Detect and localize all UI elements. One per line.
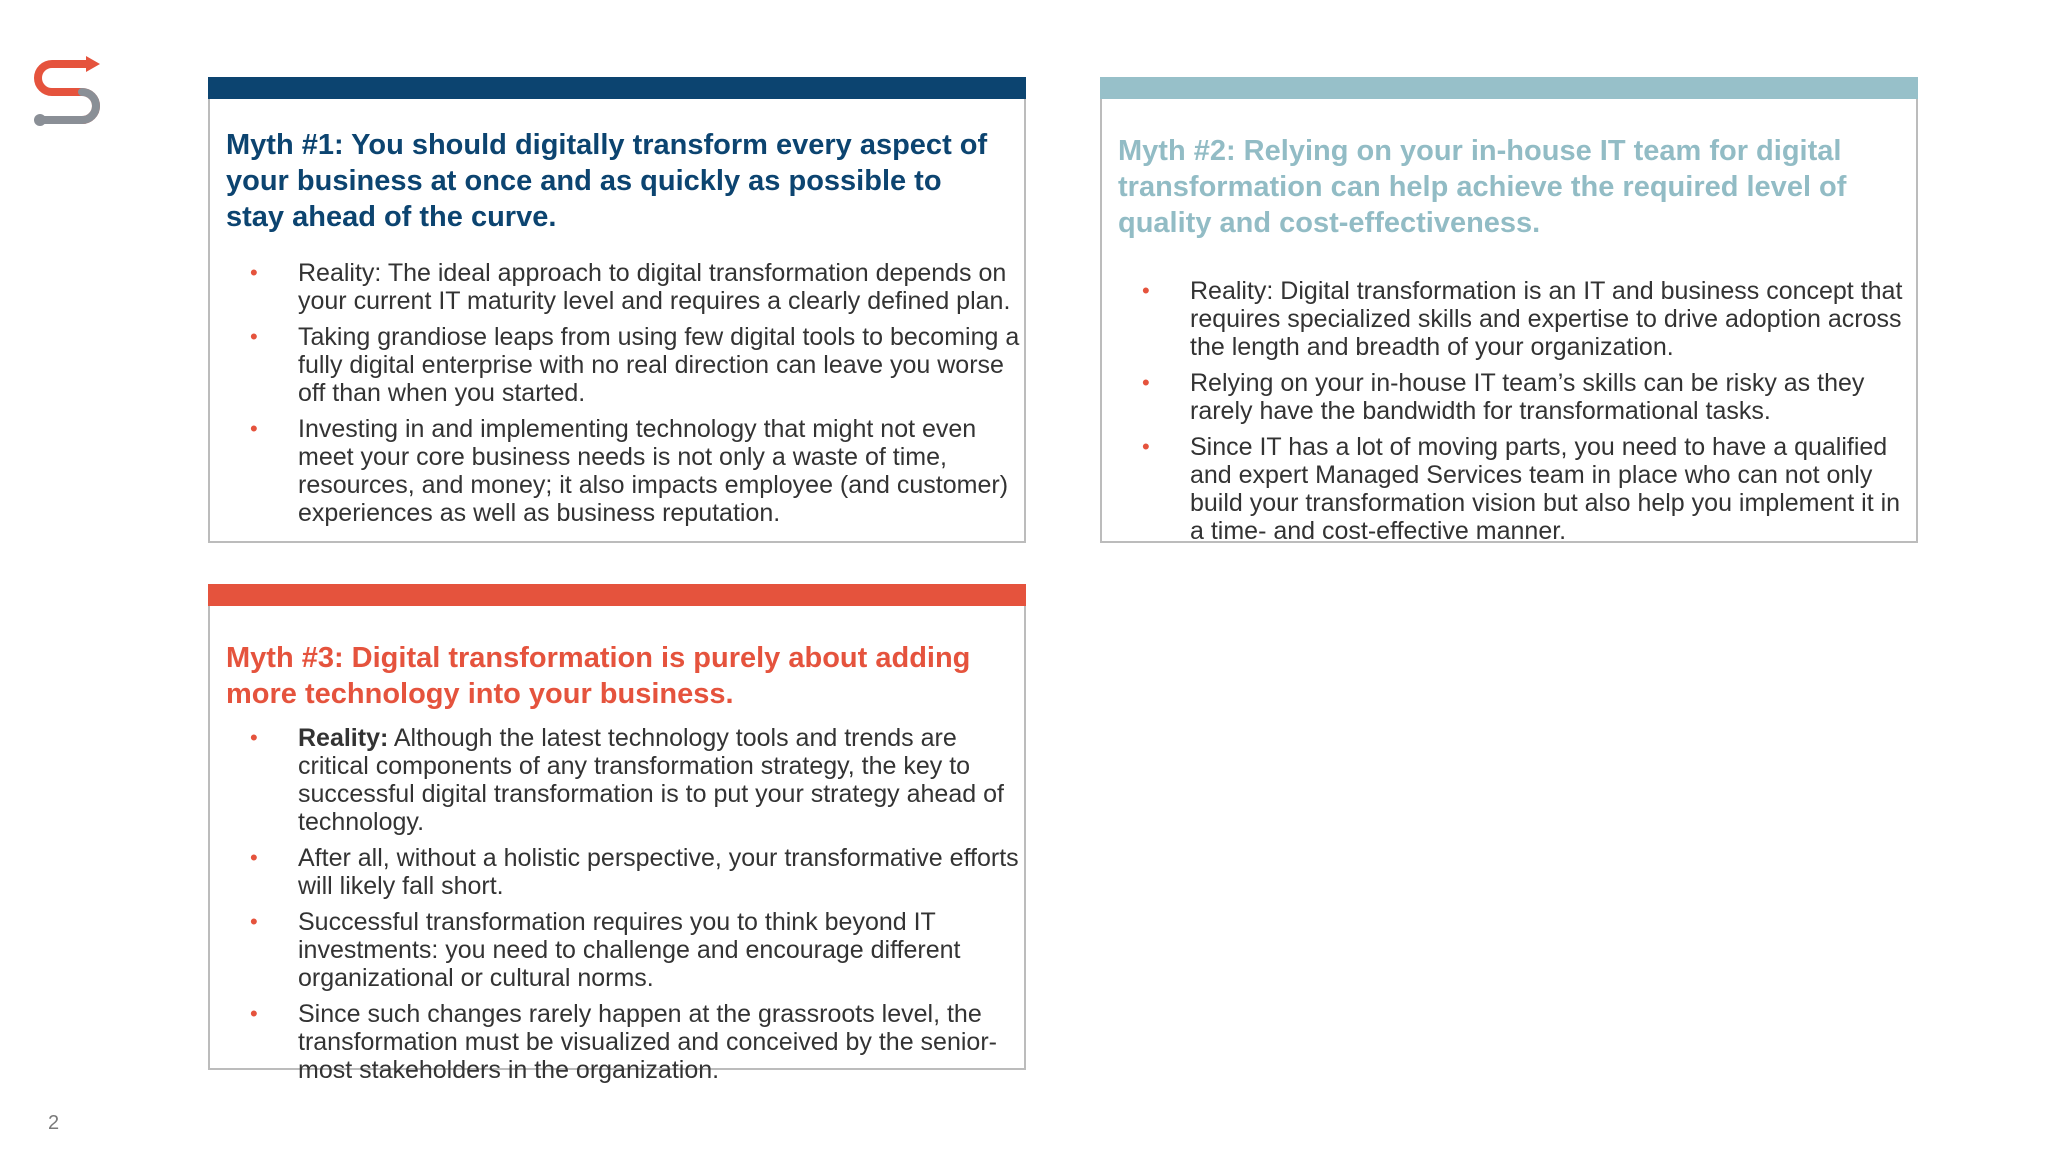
myth-2-card: [1100, 77, 1918, 543]
bullet-dot-icon: •: [250, 725, 258, 750]
myth-3-title: Myth #3: Digital transformation is purely about adding more technology into your business.: [226, 642, 971, 710]
bullet-dot-icon: •: [1142, 278, 1150, 303]
bullet-item: • Reality: The ideal approach to digital transformation depends on your current IT maturity level and requires a clearly defined plan.: [250, 259, 1011, 315]
bullet-item: • Successful transformation requires you to think beyond IT investments: you need to challenge and encourage different organizational or cultural norms.: [250, 908, 961, 992]
bullet-dot-icon: •: [250, 909, 258, 934]
bullet-item: • Relying on your in-house IT team’s skills can be risky as they rarely have the bandwidth for transformational tasks.: [1142, 369, 1865, 425]
bullet-item: • Reality: Although the latest technology tools and trends are critical components of any transformation strategy, the key to successful digital transformation is to put your strategy ahead of technology.: [250, 724, 1004, 836]
myth-1-bullet-list: [210, 259, 1024, 527]
bullet-dot-icon: •: [250, 845, 258, 870]
bullet-item: • Investing in and implementing technology that might not even meet your core business needs is not only a waste of time, resources, and money; it also impacts employee (and customer) experiences as well as business reputation.: [250, 415, 1009, 527]
myth-2-title: Myth #2: Relying on your in-house IT team for digital transformation can help achieve the required level of quality and cost-effectiveness.: [1118, 135, 1847, 239]
myth-3-bullet-list: [210, 724, 1024, 1084]
bullet-dot-icon: •: [250, 1001, 258, 1026]
bullet-dot-icon: •: [250, 324, 258, 349]
myth-1-card: [208, 77, 1026, 543]
myth-2-header-bar: [1100, 77, 1918, 99]
myth-3-header-bar: [208, 584, 1026, 606]
reality-label: Reality:: [298, 724, 389, 752]
myth-1-title: Myth #1: You should digitally transform every aspect of your business at once and as quickly as possible to stay ahead of the curve.: [226, 129, 988, 233]
s-arrow-logo-icon: [28, 54, 112, 134]
bullet-dot-icon: •: [1142, 370, 1150, 395]
bullet-dot-icon: •: [1142, 434, 1150, 459]
bullet-item: • Since such changes rarely happen at the grassroots level, the transformation must be visualized and conceived by the senior-most stakeholders in the organization.: [250, 1000, 997, 1084]
bullet-dot-icon: •: [250, 260, 258, 285]
bullet-item: • Reality: Digital transformation is an IT and business concept that requires specialized skills and expertise to drive adoption across the length and breadth of your organization.: [1142, 277, 1903, 361]
myth-3-card: [208, 584, 1026, 1084]
myth-1-header-bar: [208, 77, 1026, 99]
bullet-item: • Taking grandiose leaps from using few digital tools to becoming a fully digital enterprise with no real direction can leave you worse off than when you started.: [250, 323, 1020, 407]
bullet-item: • Since IT has a lot of moving parts, you need to have a qualified and expert Managed Services team in place who can not only build your transformation vision but also help you implement it in a time- and cost-effective manner.: [1142, 433, 1901, 545]
page-number: 2: [48, 1112, 60, 1134]
myth-2-bullet-list: [1102, 277, 1916, 545]
bullet-dot-icon: •: [250, 416, 258, 441]
bullet-item: • After all, without a holistic perspective, your transformative efforts will likely fall short.: [250, 844, 1019, 900]
